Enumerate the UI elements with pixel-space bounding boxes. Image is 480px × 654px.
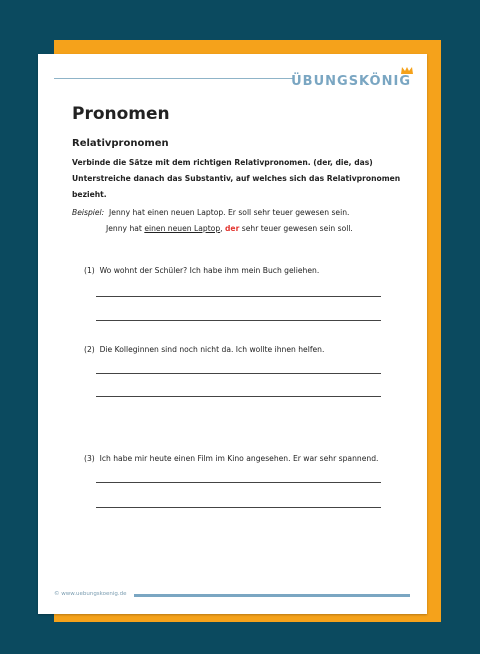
task-3 (84, 454, 378, 463)
task-text: Die Kolleginnen sind noch nicht da. Ich wollte ihnen helfen. (99, 345, 325, 354)
answer-line[interactable] (96, 373, 381, 374)
example-comma: , (220, 224, 223, 233)
answer-line[interactable] (96, 396, 381, 397)
header-rule (54, 78, 294, 79)
example-line2-start: Jenny hat (106, 224, 145, 233)
page-title: Pronomen (72, 104, 170, 124)
example-sentence: Jenny hat einen neuen Laptop. Er soll sehr teuer gewesen sein. (109, 208, 350, 217)
task-text: Ich habe mir heute einen Film im Kino angesehen. Er war sehr spannend. (99, 454, 379, 463)
instruction-text: Verbinde die Sätze mit dem richtigen Relativpronomen. (der, die, das) Unterstreiche danach das Substantiv, auf welches sich das Relativpronomen bezieht. (72, 158, 401, 199)
task-2 (84, 345, 324, 354)
example-line2-end: sehr teuer gewesen sein soll. (241, 224, 353, 233)
footer-url: © www.uebungskoenig.de (54, 591, 127, 597)
example-block (72, 205, 353, 237)
example-line-1 (72, 205, 353, 221)
brand-logo: ÜBUNGSKÖNIG (291, 74, 411, 89)
example-line-2 (72, 221, 353, 237)
task-number: (1) (84, 266, 95, 275)
answer-line[interactable] (96, 507, 381, 508)
footer-bar (134, 594, 410, 597)
example-label: Beispiel: (72, 208, 105, 217)
answer-line[interactable] (96, 482, 381, 483)
worksheet (38, 54, 427, 614)
relative-pronoun: der (225, 224, 240, 233)
task-number: (3) (84, 454, 95, 463)
answer-line[interactable] (96, 296, 381, 297)
answer-line[interactable] (96, 320, 381, 321)
task-number: (2) (84, 345, 95, 354)
section-title: Relativpronomen (72, 138, 169, 149)
underlined-noun: einen neuen Laptop (144, 224, 221, 233)
task-1 (84, 266, 319, 275)
crown-icon (401, 67, 413, 74)
task-text: Wo wohnt der Schüler? Ich habe ihm mein Buch geliehen. (99, 266, 320, 275)
